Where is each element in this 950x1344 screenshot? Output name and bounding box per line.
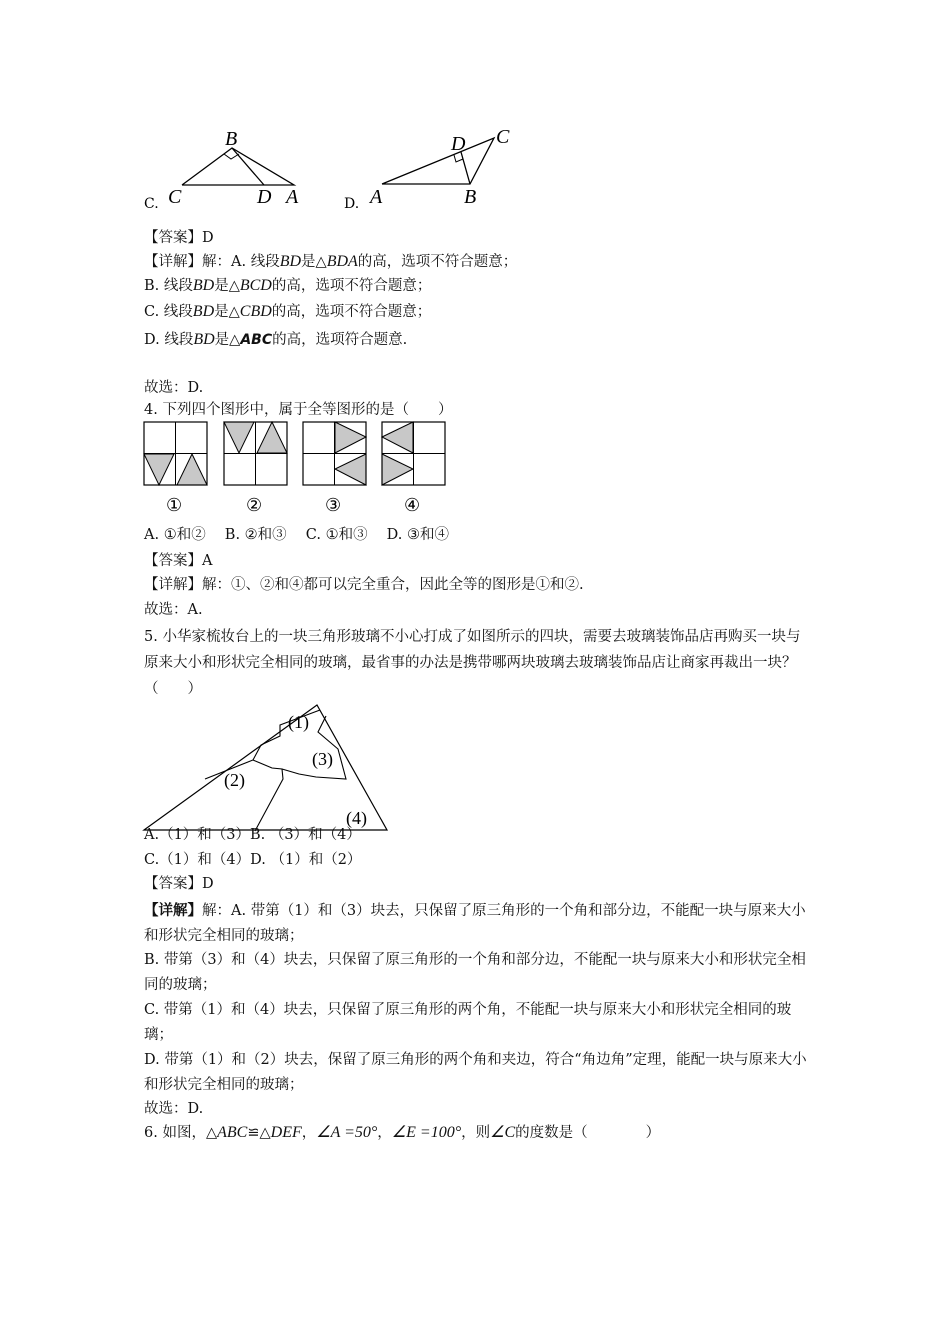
word-is: 是 [214,304,229,320]
detail-head: B. 线段 [144,278,193,294]
figure-option-d [340,122,530,214]
piece-label-1: (1) [288,712,309,732]
shaded-triangle [382,422,413,453]
shaded-triangle [144,454,174,485]
shaded-triangle [382,454,413,485]
piece-label-4: (4) [346,808,367,828]
point-b-label: B [225,128,238,150]
option-d-label: D. [344,196,360,212]
q5-answer: 【答案】D [144,876,214,892]
word-is: 是 [214,278,229,294]
figure-label-1: ① [166,495,183,516]
q5-question: 5. 小华家梳妆台上的一块三角形玻璃不小心打成了如图所示的四块，需要去玻璃装饰品店再购买一块与原来大小和形状完全相同的玻璃，最省事的办法是携带哪两块玻璃去玻璃装饰品店让商家再裁出一块？（ ） [144,629,801,697]
congruent-symbol: ≌ [247,1125,260,1141]
point-a-label: A [286,186,299,208]
word-is: 是 [301,254,316,270]
figure-3 [303,422,366,516]
triangle-name: BCD [239,277,272,294]
separator: ， [377,1125,392,1141]
separator: ， [301,1125,317,1141]
word-is: 是 [214,332,230,348]
detail-tail: 的高，选项不符合题意； [271,278,432,294]
figure-2 [224,422,287,516]
q6-question [144,1123,660,1143]
triangle-symbol: △ [259,1125,271,1141]
segment-bd: BD [279,253,302,270]
q5-options-line-1: A.（1）和（3）B. （3）和（4） [144,827,361,843]
point-a-label: A [370,186,383,208]
point-c-label: C [496,126,510,148]
triangle-symbol: △ [205,1125,218,1141]
figure-label-2: ② [246,495,263,516]
q3-detail-line-b [144,276,431,296]
q4-figures [140,418,460,518]
q3-detail-line-d [144,330,407,350]
triangle-name: BDA [326,253,358,270]
triangle-name: CBD [239,303,272,320]
q3-detail-line-c [144,302,431,322]
detail-head: C. 线段 [144,304,193,320]
piece-label-2: (2) [224,770,245,790]
angle-a-value: ∠A =50° [316,1124,378,1141]
q5-conclusion: 故选：D. [144,1101,204,1117]
point-c-label: C [168,186,182,208]
figure-4 [382,422,445,516]
detail-head: 【详解】 [144,902,202,919]
triangle-name: ABC [240,332,273,348]
figure-1 [144,422,207,516]
q4-conclusion: 故选：A. [144,602,203,618]
shaded-triangle [177,454,207,485]
figure-option-c [140,128,310,214]
point-b-label: B [464,186,477,208]
q6-tail: 的度数是（ ） [515,1125,661,1141]
figure-label-3: ③ [325,495,342,516]
q4-options: A. ①和② B. ②和③ C. ①和③ D. ③和④ [144,527,450,543]
detail-head: D. 线段 [144,332,194,348]
segment-bd: BD [192,277,215,294]
shaded-triangle [335,454,366,485]
point-d-label: D [257,186,272,208]
detail-tail: 的高，选项符合题意. [272,332,408,348]
q4-question: 4. 下列四个图形中，属于全等图形的是（ ） [144,402,453,418]
detail-tail: 的高，选项不符合题意； [357,254,518,270]
angle-e-value: ∠E =100° [391,1124,462,1141]
detail-tail: 的高，选项不符合题意； [271,304,432,320]
q4-answer: 【答案】A [144,553,213,569]
q5-detail-a [144,898,814,949]
q6-head: 6. 如图， [144,1125,206,1141]
triangle-abc-outline [382,138,494,184]
triangle-symbol: △ [228,278,240,294]
figure-label-4: ④ [404,495,421,516]
segment-bd [461,152,470,184]
angle-c: ∠C [490,1124,516,1141]
triangle-def: DEF [270,1124,302,1141]
right-angle-marker [224,154,239,159]
triangle-abc: ABC [217,1124,248,1141]
q3-detail-line-a [144,252,517,272]
q3-conclusion: 故选：D. [144,380,204,396]
segment-bd: BD [193,331,215,348]
shaded-triangle [257,422,287,453]
shaded-triangle [335,422,366,453]
q5-detail-c: C. 带第（1）和（4）块去，只保留了原三角形的两个角，不能配一块与原来大小和形状完全相同的玻璃； [144,1002,792,1043]
q5-options-line-2: C.（1）和（4）D. （1）和（2） [144,852,362,868]
q3-answer: 【答案】D [144,230,214,246]
segment-bd [232,148,264,185]
detail-head: 【详解】解：A. 线段 [144,254,280,270]
q5-detail-d: D. 带第（1）和（2）块去，保留了原三角形的两个角和夹边，符合“角边角”定理，能配一块与原来大小和形状完全相同的玻璃； [144,1052,807,1093]
triangle-symbol: △ [315,254,327,270]
q5-detail-b: B. 带第（3）和（4）块去，只保留了原三角形的一个角和部分边，不能配一块与原来大小和形状完全相同的玻璃； [144,952,806,993]
triangle-symbol: △ [229,332,241,348]
separator: ，则 [461,1125,491,1141]
triangle-symbol: △ [228,304,240,320]
q4-detail: 【详解】解：①、②和④都可以完全重合，因此全等的图形是①和②. [144,577,584,593]
option-c-label: C. [144,196,159,212]
piece-label-3: (3) [312,749,333,769]
point-d-label: D [451,133,466,155]
segment-bd: BD [192,303,215,320]
crack-line-2 [253,760,283,831]
detail-a-text: 解：A. 带第（1）和（3）块去，只保留了原三角形的一个角和部分边，不能配一块与原来大小和形状完全相同的玻璃； [144,903,806,944]
triangle-cbd-outline [182,148,294,185]
shaded-triangle [224,422,254,453]
q5-broken-glass-figure [140,698,390,834]
